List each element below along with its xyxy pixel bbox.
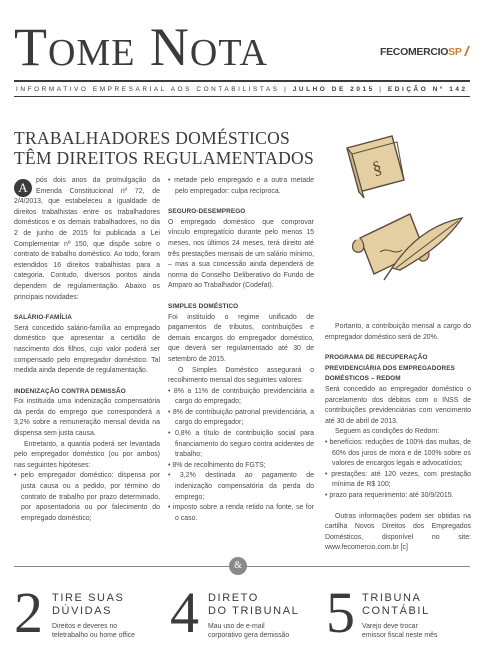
brand-swoosh-icon bbox=[464, 46, 470, 56]
redom-text-2: Seguem as condições do Redom: bbox=[335, 428, 440, 436]
intro-text: pós dois anos da promulgação da Emenda Constitucional nº 72, de 2/4/2013, que estabeleceu a igualdade de direitos trabalhistas entre os trabalhadores domésticos e os demais trabalhadores, no dia 2 de junho de 2015 foi publicada a Lei Complementar nº 150, que dispõe sobre o contrato de trabalho doméstico. Ao todo, foram estendidos 16 direitos trabalhistas para a categoria. Contudo, diversos pontos ainda dependem de regulamentação. Abaixo os principais novidades: bbox=[14, 177, 160, 301]
simples-heading: SIMPLES DOMÉSTICO bbox=[168, 302, 239, 310]
teaser-direto-do-tribunal[interactable] bbox=[170, 580, 320, 648]
teaser-title-line-1: TRIBUNA bbox=[362, 592, 422, 604]
teaser-subtitle bbox=[52, 622, 135, 640]
masthead-subtitle bbox=[16, 86, 468, 93]
issue-date: JULHO DE 2015 bbox=[292, 86, 375, 93]
redom-text: Será concedido ao empregador doméstico o parcelamento dos débitos com o INSS de contribuições previdenciárias com vencimento até 30 de abril de 2013. bbox=[325, 385, 471, 425]
teaser-sub-line-2: corporativo gera demissão bbox=[208, 632, 290, 639]
teaser-sub-line-1: Varejo deve trocar bbox=[362, 623, 418, 630]
document-and-quill-illustration bbox=[322, 118, 472, 308]
teaser-title-line-2: DÚVIDAS bbox=[52, 605, 113, 617]
salario-text: Será concedido salário-família ao empregado doméstico que apresentar a certidão de nascimento dos filhos, cujo valor poderá ser compensado pelo empregador doméstico. Tal medida ainda depende de regulamentação. bbox=[14, 324, 160, 375]
contribution-summary: Portanto, a contribuição mensal a cargo do empregador doméstico será de 20%. bbox=[325, 323, 471, 341]
redom-list-item: • prazo para requerimento: até 30/9/2015. bbox=[325, 491, 454, 499]
indenizacao-bullet: • pelo empregador doméstico: dispensa por justa causa ou a pedido, por término do contrato de trabalho por prazo determinado, por aposentadoria ou por falecimento do empregado doméstico; bbox=[14, 472, 160, 522]
simples-list-item: • 8% de recolhimento do FGTS; bbox=[168, 461, 266, 469]
teaser-title-line-1: TIRE SUAS bbox=[52, 592, 125, 604]
teaser-title bbox=[362, 592, 430, 618]
masthead-rule-top bbox=[14, 80, 470, 82]
teaser-title-line-2: CONTÁBIL bbox=[362, 605, 430, 617]
newsletter-title: Tome Nota bbox=[14, 17, 268, 77]
svg-text:§: § bbox=[370, 156, 384, 179]
legal-book-icon bbox=[347, 136, 404, 198]
brand-main: FECOMERCIO bbox=[379, 46, 449, 58]
teaser-page-number: 4 bbox=[170, 580, 199, 645]
teaser-page-number: 5 bbox=[326, 580, 355, 645]
teaser-sub-line-2: teletrabalho ou home office bbox=[52, 632, 136, 639]
column-2 bbox=[168, 176, 314, 524]
simples-list-item: • 8% a 11% de contribuição previdenciária a cargo do empregado; bbox=[168, 387, 314, 406]
redom-list-item: • prestações: até 120 vezes, com prestação mínima de R$ 100; bbox=[325, 470, 471, 489]
brand-suffix: SP bbox=[448, 46, 462, 58]
fecomercio-logo bbox=[380, 46, 470, 58]
indenizacao-heading: INDENIZAÇÃO CONTRA DEMISSÃO bbox=[14, 387, 126, 395]
teaser-sub-line-2: emissor fiscal neste mês bbox=[362, 632, 438, 639]
headline-line-2: TÊM DIREITOS REGULAMENTADOS bbox=[14, 148, 314, 168]
simples-text: Foi instituído o regime unificado de pagamentos de tributos, contribuições e demais encargos do empregador doméstico, que deverá ser regulamentado até 30 de setembro de 2015. bbox=[168, 313, 314, 363]
indenizacao-bullet-2: • metade pelo empregado e a outra metade pelo empregador: culpa recíproca. bbox=[168, 177, 314, 195]
indenizacao-text-2: Entretanto, a quantia poderá ser levantada pelo empregador doméstico (ou por ambos) nas seguintes hipóteses: bbox=[14, 440, 160, 469]
teaser-subtitle bbox=[208, 622, 289, 640]
simples-list-item: • imposto sobre a renda retido na fonte, se for o caso. bbox=[168, 504, 314, 522]
salario-heading: SALÁRIO-FAMÍLIA bbox=[14, 314, 72, 322]
separator: | bbox=[379, 86, 384, 93]
masthead bbox=[14, 17, 470, 93]
column-3 bbox=[325, 322, 471, 554]
simples-text-2: O Simples Doméstico assegurará o recolhimento mensal dos seguintes valores: bbox=[168, 366, 314, 385]
teaser-title bbox=[208, 592, 299, 618]
issue-edition: EDIÇÃO Nº 142 bbox=[387, 86, 468, 93]
simples-list-item: • 0,8% a título de contribuição social para financiamento do seguro contra acidentes de trabalho; bbox=[168, 430, 314, 459]
intro-paragraph bbox=[14, 176, 160, 303]
indenizacao-text: Foi instituída uma indenização compensatória da perda do emprego que corresponderá a 3,2% sobre a remuneração mensal devida na dispensa sem justa causa. bbox=[14, 398, 160, 438]
teaser-page-number: 2 bbox=[14, 580, 43, 645]
teaser-title-line-2: DO TRIBUNAL bbox=[208, 605, 300, 617]
redom-heading: PROGRAMA DE RECUPERAÇÃO PREVIDENCIÁRIA DOS EMPREGADORES DOMÉSTICOS – REDOM bbox=[325, 354, 455, 383]
simples-list-item: • 3,2% destinada ao pagamento de indenização compensatória da perda do emprego; bbox=[168, 472, 314, 501]
masthead-rule-bottom bbox=[14, 96, 470, 97]
teaser-title-line-1: DIRETO bbox=[208, 592, 259, 604]
teaser-sub-line-1: Mau uso de e-mail bbox=[208, 623, 265, 630]
column-1 bbox=[14, 176, 160, 524]
teaser-sub-line-1: Direitos e deveres no bbox=[52, 623, 118, 630]
seguro-heading: SEGURO-DESEMPREGO bbox=[168, 208, 246, 216]
redom-list-item: • benefícios: reduções de 100% das multas, de 60% dos juros de mora e de 100% sobre os valores de encargos legais e advocatícios; bbox=[325, 438, 471, 468]
ampersand-badge: & bbox=[229, 557, 247, 575]
seguro-text: O empregado doméstico que comprovar vínculo empregatício durante pelo menos 15 meses, nos últimos 24 meses, terá direito até três prestações mensais de um salário mínimo, – mas a sua concessão ainda dependerá de norma do Conselho Deliberativo do Fundo de Amparo ao Trabalhador (Codefat). bbox=[168, 218, 314, 290]
dropcap: A bbox=[14, 179, 32, 197]
subtitle-prefix: INFORMATIVO EMPRESARIAL AOS CONTABILISTAS bbox=[16, 86, 280, 93]
simples-list-item: • 8% de contribuição patronal previdenciária, a cargo do empregador; bbox=[168, 408, 314, 427]
teaser-tribuna-contabil[interactable] bbox=[326, 580, 476, 648]
teaser-title bbox=[52, 592, 124, 618]
closing-text: Outras informações podem ser obtidas na cartilha Novos Direitos dos Empregados Domésticos, disponível no site: www.fecomercio.com.br [c] bbox=[325, 512, 471, 552]
separator: | bbox=[284, 86, 289, 93]
teaser-tire-suas-duvidas[interactable] bbox=[14, 580, 164, 648]
article-headline bbox=[14, 128, 314, 168]
teaser-subtitle bbox=[362, 622, 437, 640]
headline-line-1: TRABALHADORES DOMÉSTICOS bbox=[14, 128, 291, 148]
